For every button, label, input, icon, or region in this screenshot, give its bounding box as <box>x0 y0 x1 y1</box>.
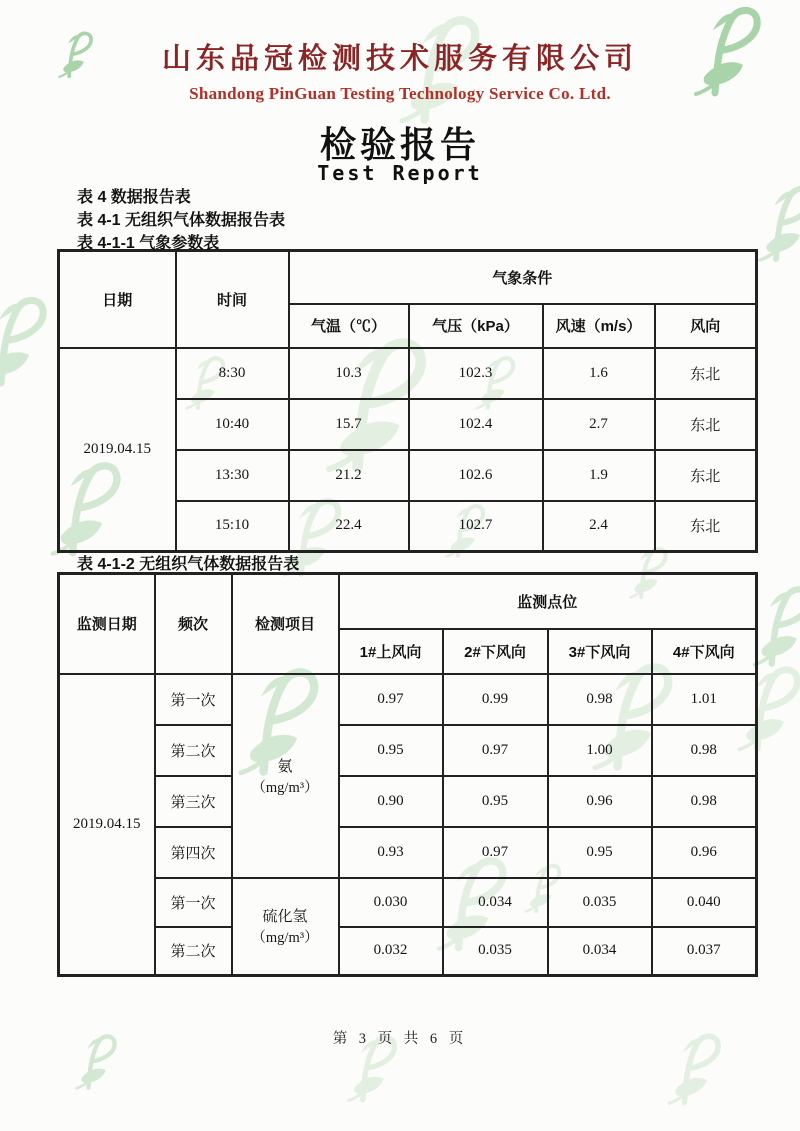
cell-pressure: 102.4 <box>409 399 543 450</box>
cell-wind-dir: 东北 <box>655 399 757 450</box>
cell-value: 0.95 <box>548 827 652 878</box>
table-row <box>59 348 757 399</box>
company-name-cn: 山东品冠检测技术服务有限公司 <box>161 43 638 75</box>
cell-temp: 15.7 <box>289 399 409 450</box>
cell-temp: 10.3 <box>289 348 409 399</box>
header-date: 日期 <box>59 251 176 348</box>
cell-pressure: 102.7 <box>409 501 543 552</box>
cell-value: 0.034 <box>548 927 652 976</box>
company-name-en: Shandong PinGuan Testing Technology Service Co. Ltd. <box>189 84 611 103</box>
cell-wind-dir: 东北 <box>655 501 757 552</box>
cell-time: 15:10 <box>176 501 289 552</box>
caption-table-4-1: 表 4-1 无组织气体数据报告表 <box>77 212 286 229</box>
cell-value: 0.97 <box>339 674 443 725</box>
cell-value: 0.98 <box>652 776 757 827</box>
header-point-3: 3#下风向 <box>548 629 652 674</box>
cell-value: 0.030 <box>339 878 443 927</box>
header-points: 监测点位 <box>339 574 757 629</box>
caption-table-4: 表 4 数据报告表 <box>77 189 191 206</box>
table-row <box>59 827 757 878</box>
table-row <box>59 776 757 827</box>
cell-wind-dir: 东北 <box>655 450 757 501</box>
item-name: 氨 <box>277 758 293 775</box>
cell-value: 0.93 <box>339 827 443 878</box>
cell-value: 0.032 <box>339 927 443 976</box>
cell-frequency: 第四次 <box>155 827 232 878</box>
cell-wind-speed: 1.6 <box>543 348 655 399</box>
cell-value: 0.97 <box>443 827 548 878</box>
cell-value: 0.99 <box>443 674 548 725</box>
cell-value: 0.98 <box>652 725 757 776</box>
page-number: 第 3 页 共 6 页 <box>332 1031 468 1047</box>
cell-item-h2s <box>232 878 339 976</box>
table-row <box>59 674 757 725</box>
item-unit: （mg/m³） <box>251 779 319 796</box>
cell-wind-speed: 2.7 <box>543 399 655 450</box>
cell-frequency: 第三次 <box>155 776 232 827</box>
cell-wind-speed: 2.4 <box>543 501 655 552</box>
item-name: 硫化氢 <box>262 909 308 926</box>
cell-value: 0.035 <box>443 927 548 976</box>
weather-table <box>57 249 758 553</box>
report-title-en: Test Report <box>317 161 483 185</box>
cell-temp: 22.4 <box>289 501 409 552</box>
cell-time: 8:30 <box>176 348 289 399</box>
cell-wind-dir: 东北 <box>655 348 757 399</box>
cell-value: 0.035 <box>548 878 652 927</box>
cell-frequency: 第二次 <box>155 927 232 976</box>
header-wind-speed: 风速（m/s） <box>543 304 655 348</box>
cell-time: 13:30 <box>176 450 289 501</box>
header-item: 检测项目 <box>232 574 339 674</box>
weather-header-row <box>59 251 757 304</box>
cell-pressure: 102.3 <box>409 348 543 399</box>
report-title-cn: 检验报告 <box>319 124 480 165</box>
table-row <box>59 878 757 927</box>
header-temp: 气温（℃） <box>289 304 409 348</box>
cell-temp: 21.2 <box>289 450 409 501</box>
cell-value: 0.040 <box>652 878 757 927</box>
cell-value: 1.00 <box>548 725 652 776</box>
cell-item-ammonia <box>232 674 339 878</box>
header-time: 时间 <box>176 251 289 348</box>
cell-value: 0.034 <box>443 878 548 927</box>
header-monitor-date: 监测日期 <box>59 574 155 674</box>
header-frequency: 频次 <box>155 574 232 674</box>
header-condition: 气象条件 <box>289 251 757 304</box>
cell-value: 0.96 <box>652 827 757 878</box>
table-row <box>59 725 757 776</box>
cell-value: 0.96 <box>548 776 652 827</box>
cell-frequency: 第一次 <box>155 878 232 927</box>
cell-value: 0.95 <box>443 776 548 827</box>
cell-frequency: 第二次 <box>155 725 232 776</box>
caption-table-4-1-2: 表 4-1-2 无组织气体数据报告表 <box>77 556 300 573</box>
cell-value: 0.98 <box>548 674 652 725</box>
cell-monitor-date: 2019.04.15 <box>59 674 155 976</box>
cell-value: 0.90 <box>339 776 443 827</box>
cell-wind-speed: 1.9 <box>543 450 655 501</box>
cell-pressure: 102.6 <box>409 450 543 501</box>
header-pressure: 气压（kPa） <box>409 304 543 348</box>
cell-frequency: 第一次 <box>155 674 232 725</box>
caption-table-4-1-1: 表 4-1-1 气象参数表 <box>77 235 220 252</box>
header-point-1: 1#上风向 <box>339 629 443 674</box>
gas-header-row <box>59 574 757 629</box>
header-point-4: 4#下风向 <box>652 629 757 674</box>
cell-value: 0.037 <box>652 927 757 976</box>
cell-time: 10:40 <box>176 399 289 450</box>
cell-value: 1.01 <box>652 674 757 725</box>
cell-value: 0.97 <box>443 725 548 776</box>
item-unit: （mg/m³） <box>251 930 319 947</box>
table-row <box>59 927 757 976</box>
header-wind-dir: 风向 <box>655 304 757 348</box>
cell-date: 2019.04.15 <box>59 348 176 552</box>
cell-value: 0.95 <box>339 725 443 776</box>
header-point-2: 2#下风向 <box>443 629 548 674</box>
gas-table <box>57 572 758 977</box>
